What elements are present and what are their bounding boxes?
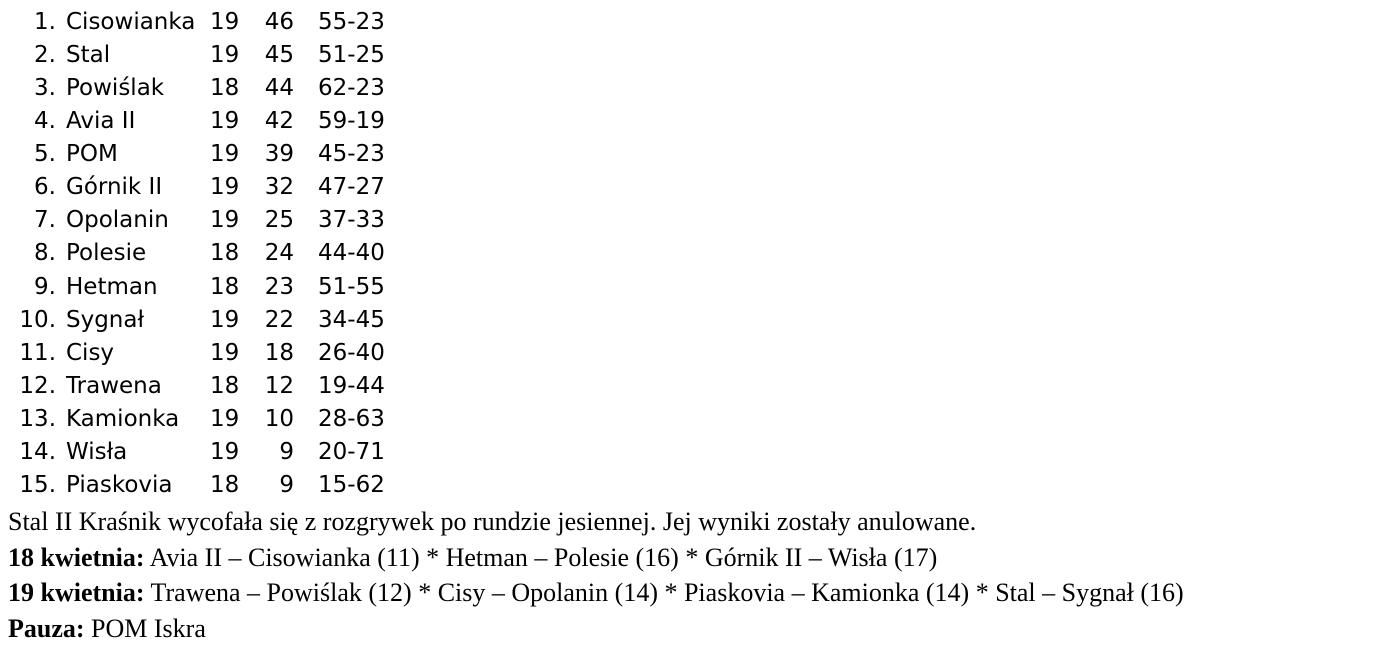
points-cell: 9 bbox=[279, 471, 294, 498]
position-cell: 14. bbox=[19, 438, 56, 465]
goals-cell: 28-63 bbox=[318, 405, 385, 432]
team-name-cell: Powiślak bbox=[66, 75, 165, 102]
position-cell: 12. bbox=[19, 372, 56, 399]
points-cell: 42 bbox=[264, 108, 294, 135]
position-cell: 15. bbox=[19, 471, 56, 498]
team-name-cell: Cisowianka bbox=[66, 9, 196, 35]
goals-cell: 20-71 bbox=[318, 438, 385, 465]
games-cell: 19 bbox=[210, 174, 240, 201]
goals-cell: 51-25 bbox=[318, 42, 385, 69]
games-cell: 18 bbox=[210, 471, 240, 498]
points-cell: 24 bbox=[264, 240, 294, 267]
points-cell: 45 bbox=[264, 42, 294, 69]
team-name-cell: Polesie bbox=[66, 240, 147, 267]
team-name-cell: Kamionka bbox=[66, 405, 180, 432]
position-cell: 1. bbox=[34, 9, 56, 35]
pause-team: POM Iskra bbox=[84, 613, 206, 643]
position-cell: 10. bbox=[19, 306, 56, 333]
goals-cell: 26-40 bbox=[318, 339, 385, 366]
position-cell: 9. bbox=[34, 273, 56, 300]
position-cell: 13. bbox=[19, 405, 56, 432]
team-name-cell: Wisła bbox=[66, 438, 128, 465]
goals-cell: 51-55 bbox=[318, 273, 385, 300]
goals-cell: 47-27 bbox=[318, 174, 385, 201]
pause-label: Pauza: bbox=[8, 613, 85, 643]
notes bbox=[8, 504, 1184, 646]
games-cell: 19 bbox=[210, 339, 240, 366]
points-cell: 23 bbox=[264, 273, 294, 300]
games-cell: 19 bbox=[210, 141, 240, 168]
games-cell: 19 bbox=[210, 9, 240, 35]
goals-cell: 55-23 bbox=[318, 9, 385, 35]
position-cell: 7. bbox=[34, 207, 56, 234]
games-cell: 19 bbox=[210, 207, 240, 234]
points-cell: 46 bbox=[264, 9, 294, 35]
position-cell: 2. bbox=[34, 42, 56, 69]
games-cell: 19 bbox=[210, 438, 240, 465]
points-cell: 22 bbox=[264, 306, 294, 333]
games-cell: 19 bbox=[210, 108, 240, 135]
team-name-cell: Avia II bbox=[66, 108, 136, 135]
points-cell: 39 bbox=[264, 141, 294, 168]
points-cell: 32 bbox=[264, 174, 294, 201]
points-cell: 12 bbox=[264, 372, 294, 399]
pause-line bbox=[8, 611, 1184, 647]
position-cell: 6. bbox=[34, 174, 56, 201]
position-cell: 5. bbox=[34, 141, 56, 168]
round-19-april bbox=[8, 575, 1184, 611]
games-cell: 19 bbox=[210, 405, 240, 432]
goals-cell: 59-19 bbox=[318, 108, 385, 135]
goals-cell: 45-23 bbox=[318, 141, 385, 168]
points-cell: 10 bbox=[264, 405, 294, 432]
team-name-cell: Stal bbox=[66, 42, 111, 69]
games-cell: 18 bbox=[210, 75, 240, 102]
round-18-april bbox=[8, 540, 1184, 576]
round-date: 19 kwietnia: bbox=[8, 578, 145, 607]
goals-cell: 34-45 bbox=[318, 306, 385, 333]
team-name-cell: POM bbox=[66, 141, 118, 168]
position-cell: 3. bbox=[34, 75, 56, 102]
games-cell: 18 bbox=[210, 372, 240, 399]
goals-cell: 44-40 bbox=[318, 240, 385, 267]
goals-cell: 62-23 bbox=[318, 75, 385, 102]
games-cell: 18 bbox=[210, 273, 240, 300]
goals-cell: 37-33 bbox=[318, 207, 385, 234]
round-matches: Avia II – Cisowianka (11) * Hetman – Polesie (16) * Górnik II – Wisła (17) bbox=[144, 542, 938, 572]
team-name-cell: Sygnał bbox=[66, 306, 145, 333]
points-cell: 44 bbox=[264, 75, 294, 102]
team-name-cell: Opolanin bbox=[66, 207, 169, 234]
points-cell: 18 bbox=[264, 339, 294, 366]
games-cell: 18 bbox=[210, 240, 240, 267]
team-name-cell: Cisy bbox=[66, 339, 115, 366]
goals-cell: 19-44 bbox=[318, 372, 385, 399]
withdrawal-note: Stal II Kraśnik wycofała się z rozgrywek po rundzie jesiennej. Jej wyniki zostały anulowane. bbox=[8, 507, 977, 536]
team-name-cell: Hetman bbox=[66, 273, 158, 300]
position-cell: 8. bbox=[34, 240, 56, 267]
position-cell: 4. bbox=[34, 108, 56, 135]
team-name-cell: Górnik II bbox=[66, 174, 163, 201]
goals-cell: 15-62 bbox=[318, 471, 385, 498]
games-cell: 19 bbox=[210, 306, 240, 333]
points-cell: 9 bbox=[279, 438, 294, 465]
points-cell: 25 bbox=[264, 207, 294, 234]
team-name-cell: Trawena bbox=[66, 372, 162, 399]
round-matches: Trawena – Powiślak (12) * Cisy – Opolanin (14) * Piaskovia – Kamionka (14) * Stal – Sygnał (16) bbox=[144, 578, 1184, 607]
position-cell: 11. bbox=[19, 339, 56, 366]
games-cell: 19 bbox=[210, 42, 240, 69]
round-date: 18 kwietnia: bbox=[8, 542, 145, 572]
team-name-cell: Piaskovia bbox=[66, 471, 173, 498]
